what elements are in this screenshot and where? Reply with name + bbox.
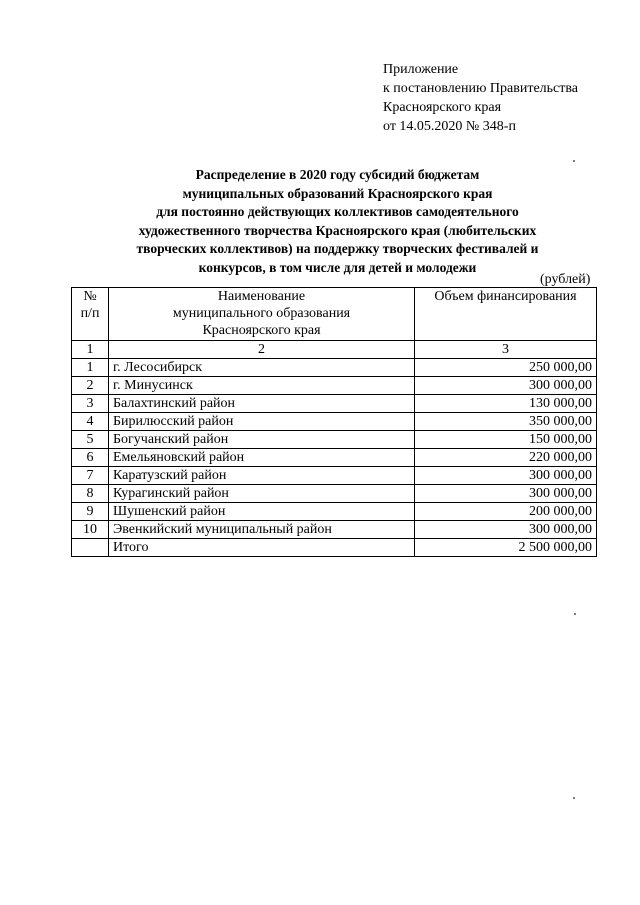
total-row [72,539,597,557]
row-number: 8 [72,485,109,503]
column-number: 2 [109,341,415,359]
row-number: 6 [72,449,109,467]
funding-amount: 300 000,00 [415,467,597,485]
title-line-3: для постоянно действующих коллективов самодеятельного [156,204,519,220]
scan-speck [573,160,575,162]
row-number: 3 [72,395,109,413]
document-title [60,166,615,278]
total-label: Итого [109,539,415,557]
header-amount: Объем финансирования [415,288,597,341]
units-label: (рублей) [540,272,591,287]
funding-amount: 350 000,00 [415,413,597,431]
header-name-line-2: муниципального образования [172,306,351,321]
municipality-name: Шушенский район [109,503,415,521]
column-number-row [72,341,597,359]
header-number [72,288,109,341]
municipality-name: Богучанский район [109,431,415,449]
table-row [72,503,597,521]
scan-speck [574,613,576,615]
row-number: 4 [72,413,109,431]
table-row [72,377,597,395]
table-row [72,467,597,485]
funding-amount: 300 000,00 [415,485,597,503]
table-row [72,413,597,431]
row-number: 5 [72,431,109,449]
row-number: 9 [72,503,109,521]
municipality-name: Эвенкийский муниципальный район [109,521,415,539]
funding-amount: 250 000,00 [415,359,597,377]
appendix-line-3: Красноярского края [383,100,502,115]
municipality-name: Балахтинский район [109,395,415,413]
appendix-line-2: к постановлению Правительства [383,81,579,96]
municipality-name: г. Минусинск [109,377,415,395]
row-number: 1 [72,359,109,377]
table-row [72,485,597,503]
header-name [109,288,415,341]
header-name-line-3: Красноярского края [202,323,321,338]
total-number [72,539,109,557]
funding-amount: 220 000,00 [415,449,597,467]
title-line-5: творческих коллективов) на поддержку творческих фестивалей и [136,241,539,257]
table-row [72,395,597,413]
table-header-row [72,288,597,341]
funding-amount: 300 000,00 [415,521,597,539]
table-row [72,449,597,467]
table-row [72,431,597,449]
funding-amount: 200 000,00 [415,503,597,521]
table-row [72,521,597,539]
municipality-name: Емельяновский район [109,449,415,467]
appendix-line-1: Приложение [383,62,459,77]
funding-amount: 150 000,00 [415,431,597,449]
title-line-2: муниципальных образований Красноярского края [182,185,493,201]
municipality-name: Каратузский район [109,467,415,485]
row-number: 7 [72,467,109,485]
table-row [72,359,597,377]
appendix-header [383,60,578,136]
appendix-line-4: от 14.05.2020 № 348-п [383,119,516,134]
header-number-line-1: № [83,289,97,304]
column-number: 1 [72,341,109,359]
municipality-name: Курагинский район [109,485,415,503]
municipality-name: Бирилюсский район [109,413,415,431]
header-number-line-2: п/п [80,306,100,321]
title-line-1: Распределение в 2020 году субсидий бюджетам [195,167,480,182]
scan-speck [573,797,575,799]
column-number: 3 [415,341,597,359]
funding-amount: 300 000,00 [415,377,597,395]
row-number: 2 [72,377,109,395]
subsidy-table [71,287,597,557]
funding-amount: 130 000,00 [415,395,597,413]
municipality-name: г. Лесосибирск [109,359,415,377]
header-name-line-1: Наименование [217,289,306,304]
title-line-6: конкурсов, в том числе для детей и молодежи [198,259,477,275]
title-line-4: художественного творчества Красноярского края (любительских [138,222,537,238]
row-number: 10 [72,521,109,539]
total-amount: 2 500 000,00 [415,539,597,557]
